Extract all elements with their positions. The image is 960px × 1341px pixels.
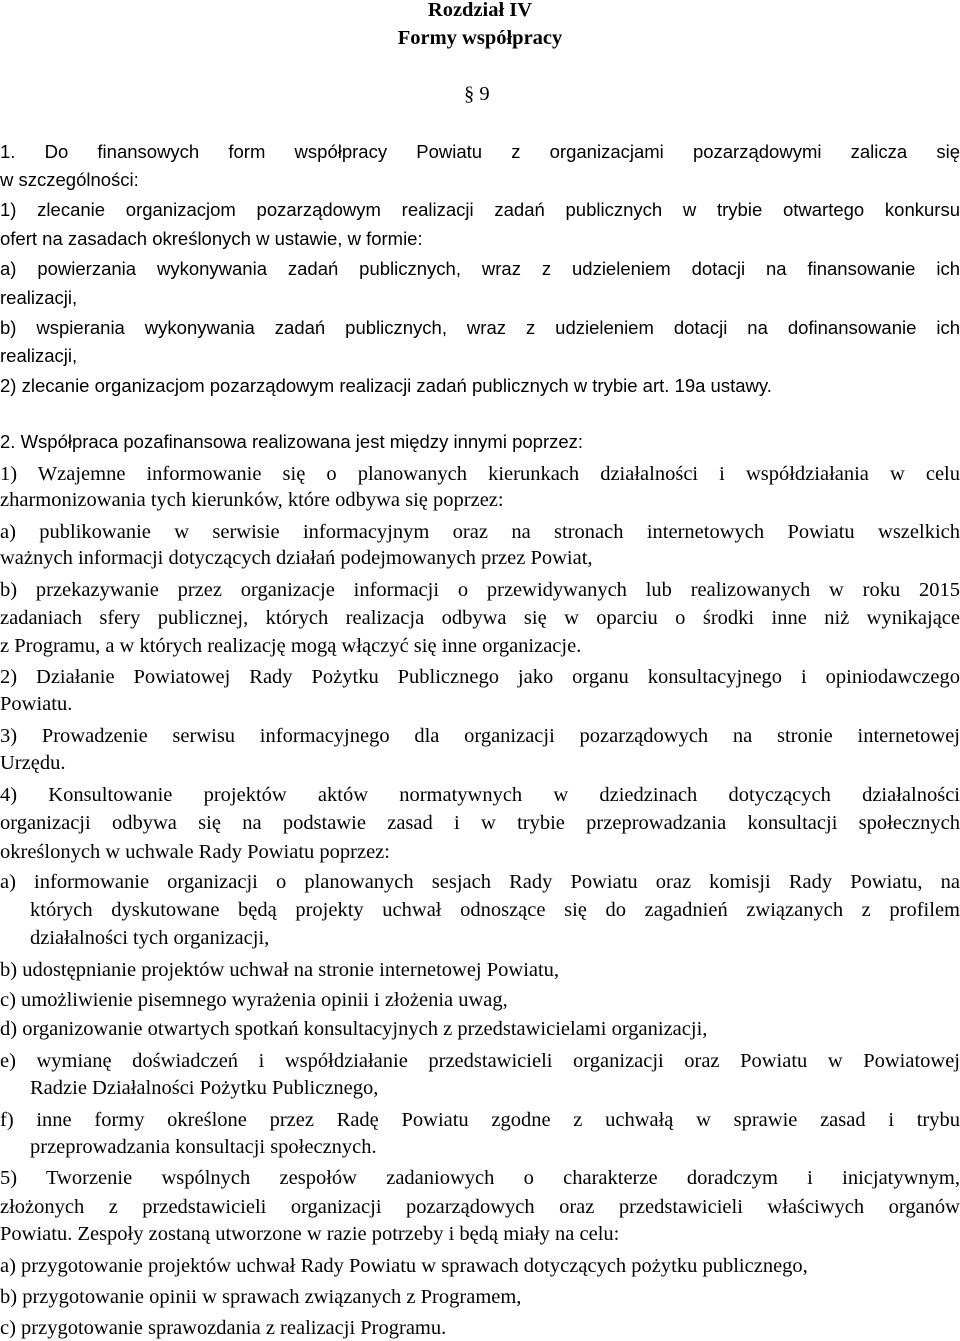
text-line: 2. Współpraca pozafinansowa realizowana jest między innymi poprzez: [0, 431, 584, 452]
text-line: 1) Wzajemne informowanie się o planowanych kierunkach działalności i współdziałania w celu [0, 463, 960, 485]
text-line: Powiatu. Zespoły zostaną utworzone w razie potrzeby i będą miały na celu: [0, 1223, 620, 1245]
text-line: z Programu, a w których realizację mogą włączyć się inne organizacje. [0, 635, 582, 657]
text-line: e) wymianę doświadczeń i współdziałanie przedstawicieli organizacji oraz Powiatu w Powiatowej [0, 1050, 960, 1072]
text-line: Powiatu. [0, 693, 73, 715]
text-line: b) przekazywanie przez organizacje informacji o przewidywanych lub realizowanych w roku 2015 [0, 579, 960, 601]
text-line: określonych w uchwale Rady Powiatu poprzez: [0, 841, 390, 863]
text-line: 4) Konsultowanie projektów aktów normatywnych w dziedzinach dotyczących działalności [0, 784, 960, 806]
text-line: 5) Tworzenie wspólnych zespołów zadaniowych o charakterze doradczym i inicjatywnym, [0, 1167, 960, 1189]
text-line: a) powierzania wykonywania zadań publicznych, wraz z udzieleniem dotacji na finansowanie ich [0, 258, 960, 279]
text-line: zharmonizowania tych kierunków, które odbywa się poprzez: [0, 489, 504, 511]
text-line: ofert na zasadach określonych w ustawie, w formie: [0, 228, 423, 249]
text-line: a) informowanie organizacji o planowanych sesjach Rady Powiatu oraz komisji Rady Powiatu, na [0, 871, 960, 893]
text-line: których dyskutowane będą projekty uchwał odnoszące się do zagadnień związanych z profilem [30, 899, 960, 921]
text-line: c) przygotowanie sprawozdania z realizacji Programu. [0, 1317, 447, 1339]
text-line: b) przygotowanie opinii w sprawach związanych z Programem, [0, 1286, 522, 1308]
text-line: ważnych informacji dotyczących działań podejmowanych przez Powiat, [0, 547, 593, 569]
text-line: Radzie Działalności Pożytku Publicznego, [30, 1077, 379, 1099]
text-line: przeprowadzania konsultacji społecznych. [30, 1136, 377, 1158]
text-line: a) przygotowanie projektów uchwał Rady Powiatu w sprawach dotyczących pożytku publicznego, [0, 1255, 808, 1277]
text-line: 2) zlecanie organizacjom pozarządowym realizacji zadań publicznych w trybie art. 19a ustawy. [0, 375, 772, 396]
text-line: 1. Do finansowych form współpracy Powiatu z organizacjami pozarządowymi zalicza się [0, 141, 960, 162]
text-line: organizacji odbywa się na podstawie zasad i w trybie przeprowadzania konsultacji społecznych [0, 812, 960, 834]
text-line: b) wspierania wykonywania zadań publicznych, wraz z udzieleniem dotacji na dofinansowanie ich [0, 317, 960, 338]
chapter-title: Rozdział IV [427, 0, 533, 21]
text-line: d) organizowanie otwartych spotkań konsultacyjnych z przedstawicielami organizacji, [0, 1018, 708, 1040]
text-line: 2) Działanie Powiatowej Rady Pożytku Publicznego jako organu konsultacyjnego i opiniodawczego [0, 666, 960, 688]
chapter-subtitle: Formy współpracy [397, 27, 563, 49]
text-line: 3) Prowadzenie serwisu informacyjnego dla organizacji pozarządowych na stronie internetowej [0, 725, 960, 747]
text-line: działalności tych organizacji, [30, 927, 270, 949]
text-line: 1) zlecanie organizacjom pozarządowym realizacji zadań publicznych w trybie otwartego konkursu [0, 199, 960, 220]
text-line: c) umożliwienie pisemnego wyrażenia opinii i złożenia uwag, [0, 989, 508, 1011]
text-line: realizacji, [0, 345, 78, 366]
text-line: realizacji, [0, 287, 78, 308]
text-line: a) publikowanie w serwisie informacyjnym oraz na stronach internetowych Powiatu wszelkich [0, 521, 960, 543]
text-line: złożonych z przedstawicieli organizacji pozarządowych oraz przedstawicieli właściwych organów [0, 1196, 960, 1218]
text-line: f) inne formy określone przez Radę Powiatu zgodne z uchwałą w sprawie zasad i trybu [0, 1109, 960, 1131]
text-line: w szczególności: [0, 169, 139, 190]
text-line: b) udostępnianie projektów uchwał na stronie internetowej Powiatu, [0, 959, 560, 981]
section-symbol: § 9 [464, 83, 490, 105]
text-line: Urzędu. [0, 752, 66, 774]
text-line: zadaniach sfery publicznej, których realizacja odbywa się w oparciu o środki inne niż wynikające [0, 607, 960, 629]
